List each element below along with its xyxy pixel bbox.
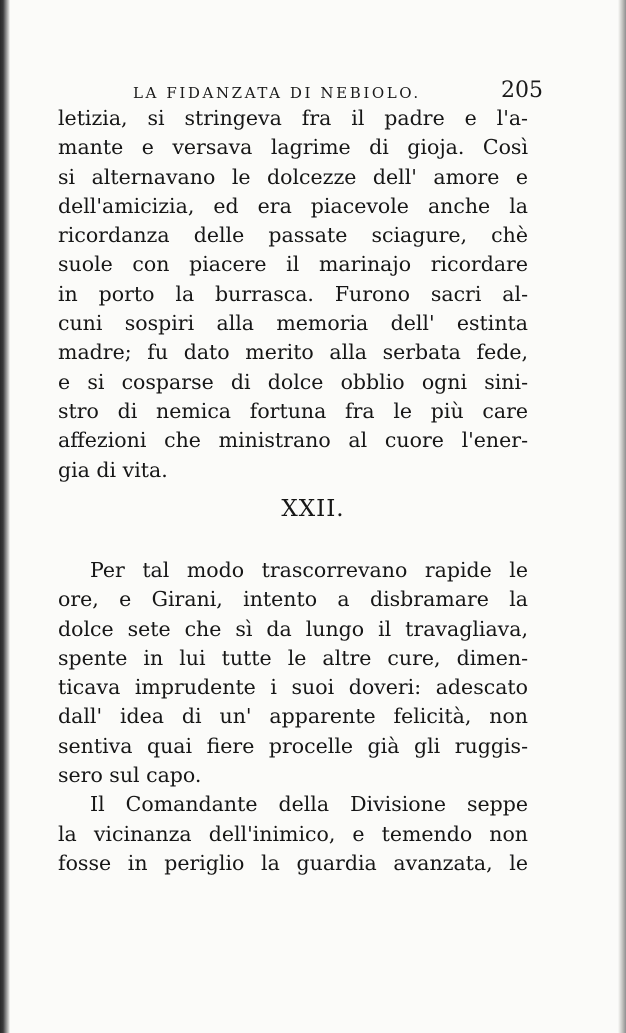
text-line: madre; fu dato merito alla serbata fede, <box>58 340 528 365</box>
text-line: stro di nemica fortuna fra le più care <box>58 398 528 423</box>
text-line: fosse in periglio la guardia avanzata, le <box>58 850 528 875</box>
text-line: sero sul capo. <box>58 763 202 788</box>
text-line: affezioni che ministrano al cuore l'ener- <box>58 428 528 453</box>
text-line: dell'amicizia, ed era piacevole anche la <box>58 193 528 218</box>
text-line: mante e versava lagrime di gioja. Così <box>58 135 528 160</box>
paragraph-2 <box>58 556 528 878</box>
text-line: ticava imprudente i suoi doveri: adescato <box>58 675 528 700</box>
text-line: la vicinanza dell'inimico, e temendo non <box>58 821 528 846</box>
text-line: dolce sete che sì da lungo il travagliava, <box>58 616 528 641</box>
text-line: Il Comandante della Divisione seppe <box>90 792 528 817</box>
text-line: sentiva quai fiere procelle già gli ruggis- <box>58 733 528 758</box>
text-line: in porto la burrasca. Furono sacri al- <box>58 281 528 306</box>
text-line: si alternavano le dolcezze dell' amore e <box>58 164 528 189</box>
text-line: gia di vita. <box>58 457 168 482</box>
chapter-heading: XXII. <box>281 496 345 522</box>
text-line: Per tal modo trascorrevano rapide le <box>90 558 528 582</box>
paragraph-1 <box>58 104 528 485</box>
text-line: ricordanza delle passate sciagure, chè <box>58 223 528 248</box>
text-line: ore, e Girani, intento a disbramare la <box>58 587 528 612</box>
running-title: LA FIDANZATA DI NEBIOLO. <box>133 84 421 102</box>
text-line: letizia, si stringeva fra il padre e l'a- <box>58 106 528 130</box>
text-line: e si cosparse di dolce obblio ogni sini- <box>58 369 528 394</box>
page-number: 205 <box>501 78 543 103</box>
text-line: cuni sospiri alla memoria dell' estinta <box>58 311 528 336</box>
text-line: suole con piacere il marinajo ricordare <box>58 252 528 277</box>
text-line: dall' idea di un' apparente felicità, non <box>58 704 528 729</box>
text-line: spente in lui tutte le altre cure, dimen- <box>58 645 528 670</box>
